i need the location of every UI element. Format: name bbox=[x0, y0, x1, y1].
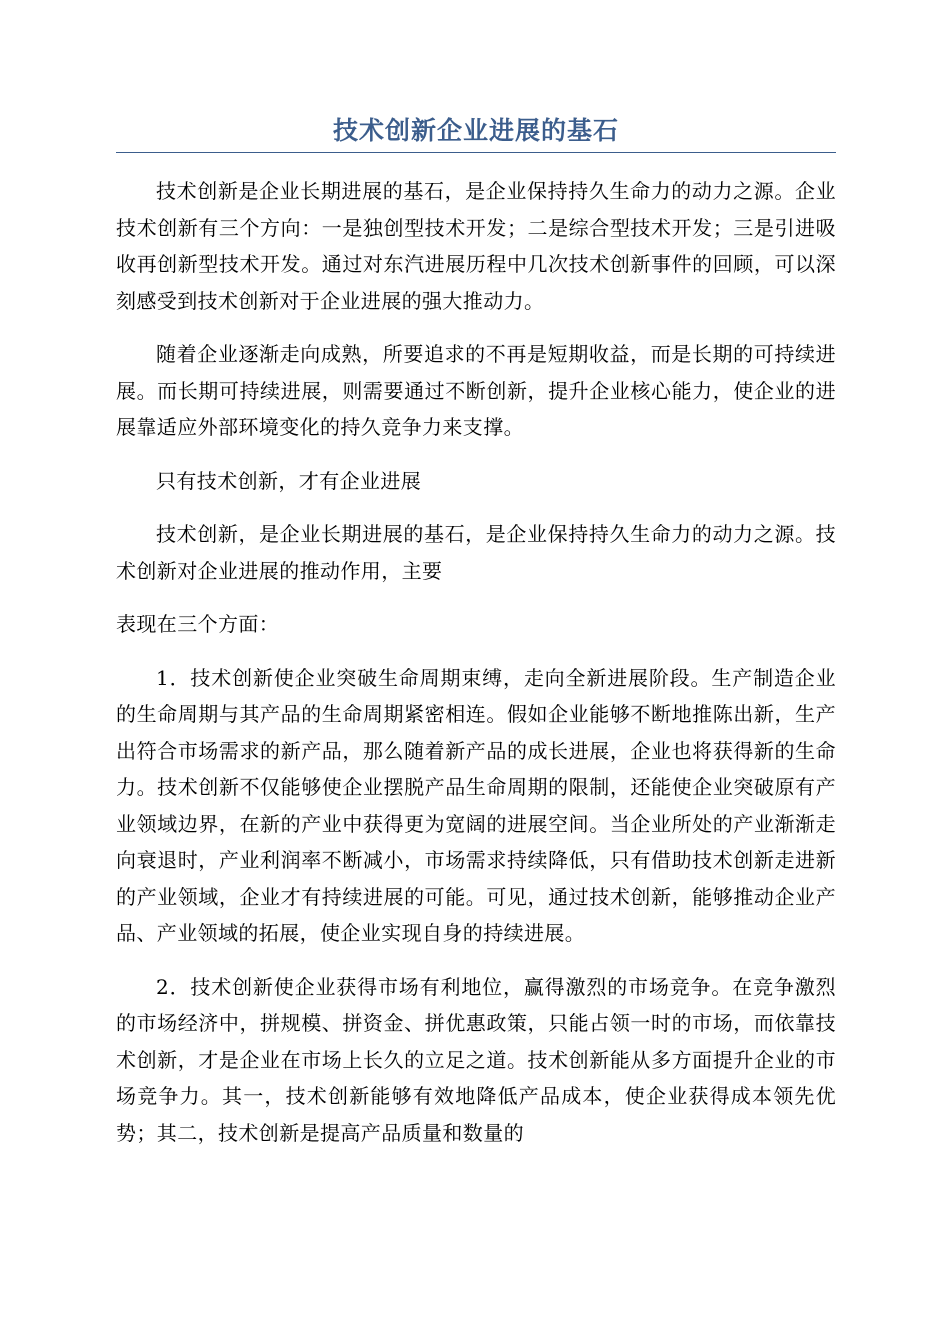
paragraph-point-1: 1．技术创新使企业突破生命周期束缚，走向全新进展阶段。生产制造企业的生命周期与其产品的生命周期紧密相连。假如企业能够不断地推陈出新，生产出符合市场需求的新产品，那么随着新产品的成长进展，企业也将获得新的生命力。技术创新不仅能够使企业摆脱产品生命周期的限制，还能使企业突破原有产业领域边界，在新的产业中获得更为宽阔的进展空间。当企业所处的产业渐渐走向衰退时，产业利润率不断减小，市场需求持续降低，只有借助技术创新走进新的产业领域，企业才有持续进展的可能。可见，通过技术创新，能够推动企业产品、产业领域的拓展，使企业实现自身的持续进展。 bbox=[116, 665, 836, 945]
title-underline bbox=[116, 152, 836, 153]
paragraph-foundation: 技术创新，是企业长期进展的基石，是企业保持持久生命力的动力之源。技术创新对企业进展的推动作用，主要 bbox=[116, 522, 836, 583]
paragraph-heading-line: 只有技术创新，才有企业进展 bbox=[156, 468, 422, 493]
paragraph-intro: 技术创新是企业长期进展的基石，是企业保持持久生命力的动力之源。企业技术创新有三个方向：一是独创型技术开发；二是综合型技术开发；三是引进吸收再创新型技术开发。通过对东汽进展历程中几次技术创新事件的回顾，可以深刻感受到技术创新对于企业进展的强大推动力。 bbox=[116, 179, 836, 313]
paragraph-sustainable: 随着企业逐渐走向成熟，所要追求的不再是短期收益，而是长期的可持续进展。而长期可持续进展，则需要通过不断创新，提升企业核心能力，使企业的进展靠适应外部环境变化的持久竞争力来支撑。 bbox=[116, 342, 836, 439]
document-page bbox=[116, 112, 836, 1168]
paragraph-three-aspects: 表现在三个方面： bbox=[116, 612, 280, 636]
document-title: 技术创新企业进展的基石 bbox=[332, 116, 619, 145]
paragraph-point-2: 2．技术创新使企业获得市场有利地位，赢得激烈的市场竞争。在竞争激烈的市场经济中，拼规模、拼资金、拼优惠政策，只能占领一时的市场，而依靠技术创新，才是企业在市场上长久的立足之道。技术创新能从多方面提升企业的市场竞争力。其一，技术创新能够有效地降低产品成本，使企业获得成本领先优势；其二，技术创新是提高产品质量和数量的 bbox=[116, 974, 836, 1145]
